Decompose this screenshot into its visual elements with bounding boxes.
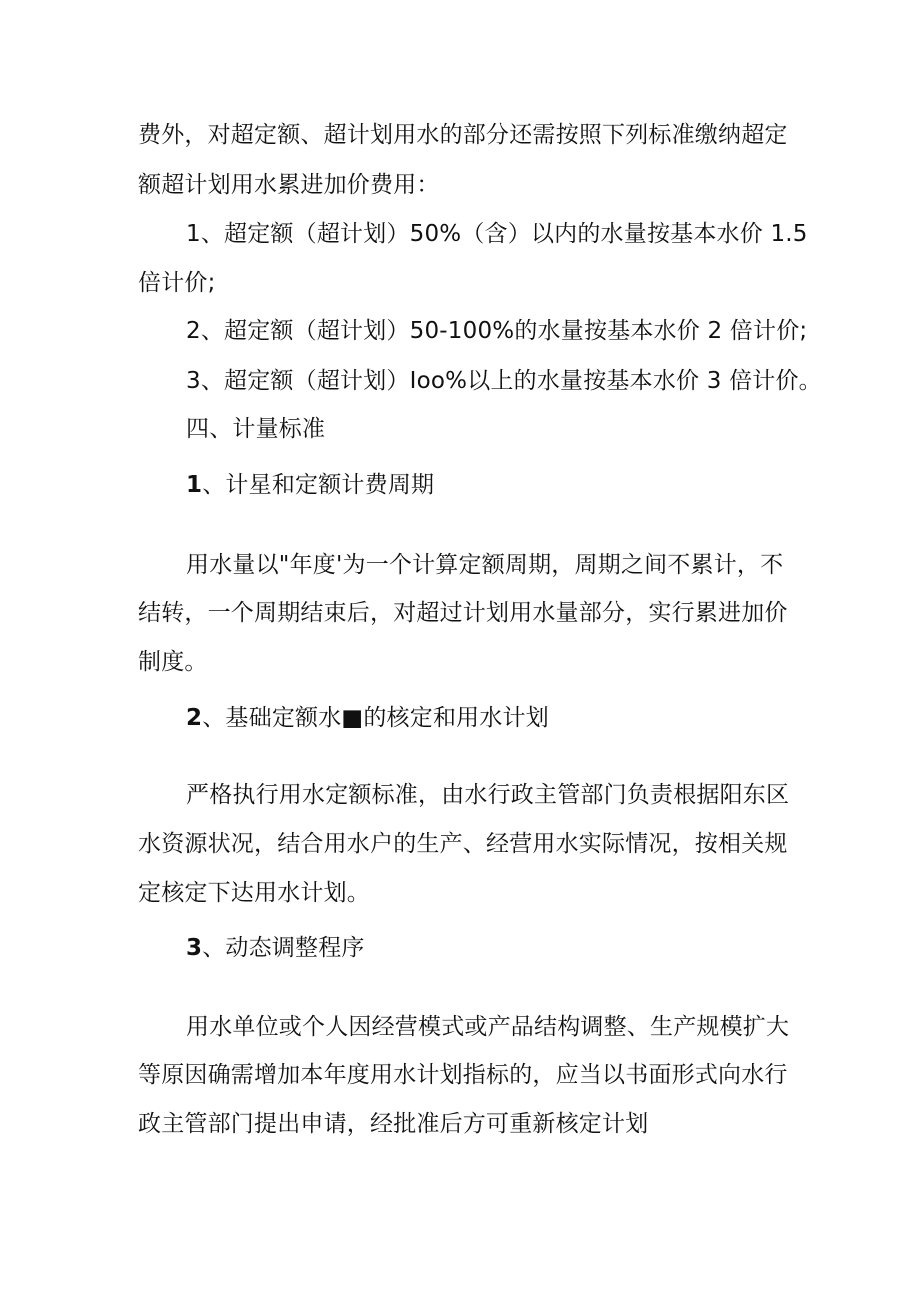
paragraph-line: 严格执行用水定额标准，由水行政主管部门负责根据阳东区 [186, 782, 790, 808]
subsection-heading [186, 470, 846, 500]
list-item: 1、超定额（超计划）50%（含）以内的水量按基本水价 1.5 [186, 221, 808, 247]
section-heading: 四、计量标准 [186, 416, 326, 442]
paragraph-line: 用水量以"年度'为一个计算定额周期，周期之间不累计，不 [186, 552, 784, 578]
paragraph-line: 等原因确需增加本年度用水计划指标的，应当以书面形式向水行 [138, 1062, 788, 1088]
heading-number: 3 [186, 935, 203, 961]
heading-title: 、动态调整程序 [202, 935, 365, 961]
paragraph-line: 定核定下达用水计划。 [138, 880, 370, 906]
subsection-heading [186, 703, 846, 733]
paragraph-line: 水资源状况，结合用水户的生产、经营用水实际情况，按相关规 [138, 831, 788, 857]
list-item: 3、超定额（超计划）Ioo%以上的水量按基本水价 3 倍计价。 [186, 368, 822, 394]
heading-title: 、计星和定额计费周期 [202, 472, 435, 498]
paragraph-line: 结转，一个周期结束后，对超过计划用水量部分，实行累进加价 [138, 600, 788, 626]
paragraph-line: 政主管部门提出申请，经批准后方可重新核定计划 [138, 1111, 649, 1137]
text-line: 费外，对超定额、超计划用水的部分还需按照下列标准缴纳超定 [138, 122, 788, 148]
text-line: 倍计价; [138, 270, 216, 296]
text-line: 额超计划用水累进加价费用： [138, 172, 440, 198]
paragraph-line: 用水单位或个人因经营模式或产品结构调整、生产规模扩大 [186, 1014, 790, 1040]
heading-title: 、基础定额水■的核定和用水计划 [202, 705, 549, 731]
subsection-heading [186, 933, 846, 963]
paragraph-line: 制度。 [138, 649, 208, 675]
heading-number: 1 [186, 472, 203, 498]
heading-number: 2 [186, 705, 203, 731]
list-item: 2、超定额（超计划）50-100%的水量按基本水价 2 倍计价; [186, 318, 808, 344]
